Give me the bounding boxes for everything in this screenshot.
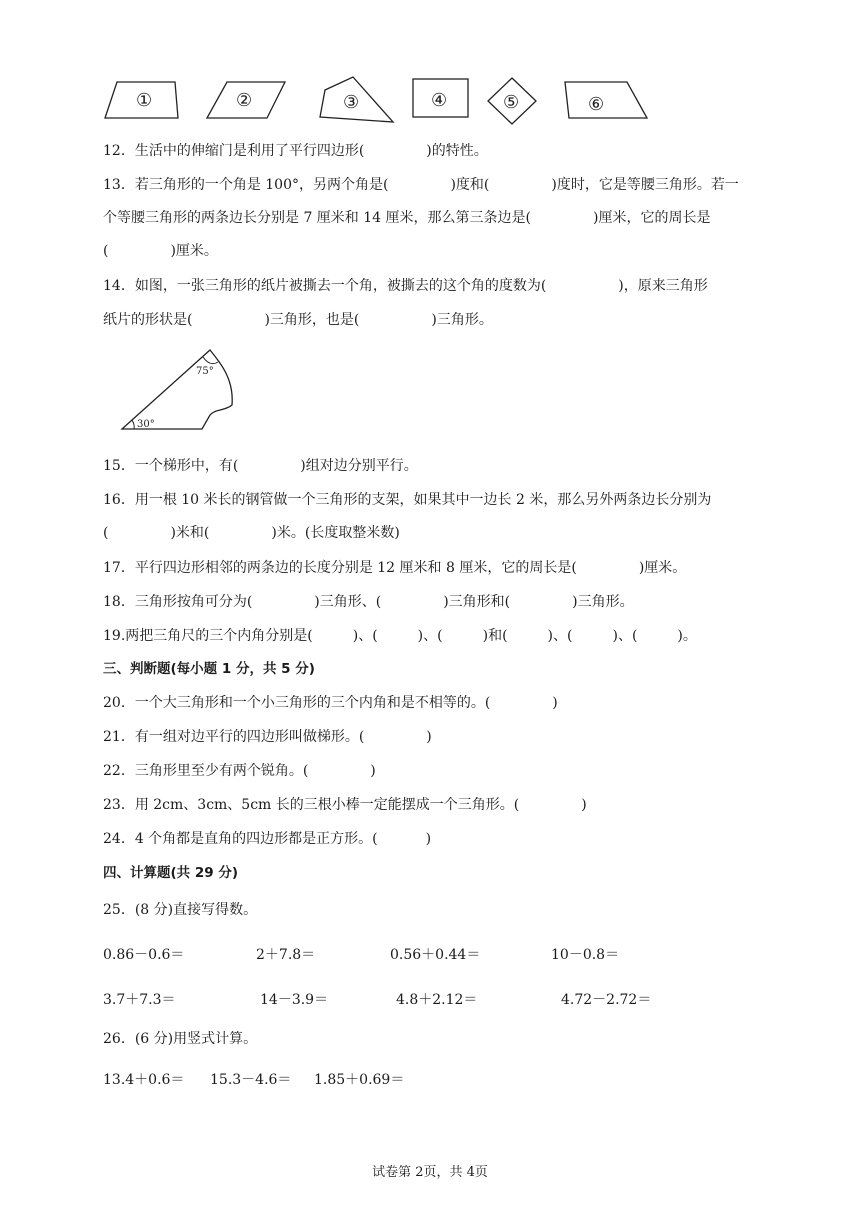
q22-text-pre: 22．三角形里至少有两个锐角。( — [103, 763, 309, 779]
page-footer: 试卷第 2页，共 4页 — [372, 1165, 488, 1180]
q26-item-3: 1.85＋0.69＝ — [314, 1072, 405, 1088]
q14-text-c: 纸片的形状是( — [103, 312, 193, 328]
q13-text-f: ( — [103, 243, 109, 259]
angle-label-top: 75° — [196, 366, 214, 377]
question-14-line-2 — [103, 311, 493, 329]
q25-item-3: 0.56＋0.44＝ — [390, 947, 481, 963]
q13-text-g: )厘米。 — [170, 243, 218, 259]
q13-text-e: )厘米，它的周长是 — [592, 210, 711, 226]
shape-5-label: ⑤ — [503, 92, 520, 113]
question-18 — [103, 593, 634, 611]
question-16-line-1 — [103, 491, 711, 509]
angle-arc-left — [132, 420, 134, 429]
question-15 — [103, 457, 418, 475]
question-19 — [103, 627, 697, 645]
q18-text-a: 18．三角形按角可分为( — [103, 594, 253, 610]
q19-text-b: )、( — [352, 628, 378, 644]
q14-text-b: )，原来三角形 — [618, 278, 708, 294]
shape-3-quadrilateral — [320, 77, 393, 122]
q16-text-a: 16．用一根 10 米长的钢管做一个三角形的支架，如果其中一边长 2 米，那么另外两条边长分别为 — [103, 492, 712, 508]
q19-text-g: )。 — [677, 628, 697, 644]
q19-text-e: )、( — [547, 628, 573, 644]
q25-item-8: 4.72－2.72＝ — [561, 992, 652, 1008]
q12-text-post: )的特性。 — [426, 143, 488, 159]
q13-text-d: 个等腰三角形的两条边长分别是 7 厘米和 14 厘米，那么第三条边是( — [103, 210, 531, 226]
q20-text-post: ) — [552, 695, 558, 711]
q19-text-f: )、( — [612, 628, 638, 644]
q19-text-a: 19.两把三角尺的三个内角分别是( — [103, 628, 313, 644]
q20-text-pre: 20．一个大三角形和一个小三角形的三个内角和是不相等的。( — [103, 695, 491, 711]
question-24 — [103, 830, 431, 848]
shape-6-trapezoid — [565, 82, 647, 118]
shape-2-parallelogram — [207, 82, 285, 118]
q16-text-d: )米。(长度取整米数) — [271, 525, 400, 541]
shape-3-label: ③ — [343, 92, 360, 113]
q22-text-post: ) — [370, 763, 376, 779]
q13-text-b: )度和( — [450, 177, 490, 193]
q15-text-post: )组对边分别平行。 — [300, 458, 418, 474]
q16-text-b: ( — [103, 525, 109, 541]
q14-text-d: )三角形，也是( — [264, 312, 360, 328]
question-26-title: 26．(6 分)用竖式计算。 — [103, 1031, 258, 1047]
angle-label-left: 30° — [137, 419, 155, 430]
q14-text-a: 14．如图，一张三角形的纸片被撕去一个角，被撕去的这个角的度数为( — [103, 278, 547, 294]
question-13-line-3 — [103, 242, 218, 260]
section-3-heading: 三、判断题(每小题 1 分，共 5 分) — [103, 661, 315, 677]
shape-4-label: ④ — [431, 90, 448, 111]
question-12 — [103, 142, 488, 160]
q18-text-b: )三角形、( — [314, 594, 382, 610]
q25-item-1: 0.86－0.6＝ — [103, 947, 185, 963]
q25-item-4: 10－0.8＝ — [551, 947, 620, 963]
section-4-heading: 四、计算题(共 29 分) — [103, 865, 239, 881]
q16-text-c: )米和( — [170, 525, 210, 541]
shape-5-square-diamond — [488, 78, 536, 124]
q24-text-post: ) — [425, 831, 432, 847]
question-20 — [103, 694, 558, 712]
q14-text-e: )三角形。 — [431, 312, 493, 328]
q12-text-pre: 12．生活中的伸缩门是利用了平行四边形( — [103, 143, 365, 159]
shape-1-trapezoid — [105, 82, 178, 118]
q25-item-6: 14－3.9＝ — [260, 992, 329, 1008]
q19-text-c: )、( — [417, 628, 443, 644]
question-13-line-2 — [103, 209, 710, 227]
q18-text-d: )三角形。 — [572, 594, 634, 610]
q15-text-pre: 15．一个梯形中，有( — [103, 458, 239, 474]
q26-item-1: 13.4＋0.6＝ — [103, 1072, 185, 1088]
torn-triangle-figure — [110, 345, 250, 435]
shape-6-label: ⑥ — [588, 94, 605, 115]
q23-text-pre: 23．用 2cm、3cm、5cm 长的三根小棒一定能摆成一个三角形。( — [103, 797, 520, 813]
q23-text-post: ) — [581, 797, 587, 813]
shape-1-label: ① — [136, 90, 153, 111]
question-14-line-1 — [103, 277, 708, 295]
question-21 — [103, 728, 432, 746]
question-16-line-2 — [103, 524, 400, 542]
q17-text-pre: 17．平行四边形相邻的两条边的长度分别是 12 厘米和 8 厘米，它的周长是( — [103, 560, 577, 576]
q25-item-7: 4.8＋2.12＝ — [396, 992, 478, 1008]
q21-text-post: ) — [426, 729, 432, 745]
shapes-figure — [95, 70, 695, 130]
question-23 — [103, 796, 587, 814]
q26-item-2: 15.3－4.6＝ — [210, 1072, 292, 1088]
q18-text-c: )三角形和( — [443, 594, 511, 610]
q21-text-pre: 21．有一组对边平行的四边形叫做梯形。( — [103, 729, 365, 745]
question-13-line-1 — [103, 176, 739, 194]
q13-text-c: )度时，它是等腰三角形。若一 — [551, 177, 739, 193]
q19-text-d: )和( — [482, 628, 508, 644]
q25-item-5: 3.7＋7.3＝ — [103, 992, 176, 1008]
question-17 — [103, 559, 686, 577]
shape-4-rectangle — [413, 79, 468, 117]
q24-text-pre: 24．4 个角都是直角的四边形都是正方形。( — [103, 831, 378, 847]
shape-2-label: ② — [236, 90, 253, 111]
q25-item-2: 2＋7.8＝ — [256, 947, 316, 963]
q13-text-a: 13．若三角形的一个角是 100°，另两个角是( — [103, 177, 389, 193]
question-22 — [103, 762, 376, 780]
torn-triangle-outline — [122, 350, 232, 429]
question-25-title: 25．(8 分)直接写得数。 — [103, 902, 258, 918]
q17-text-post: )厘米。 — [638, 560, 687, 576]
